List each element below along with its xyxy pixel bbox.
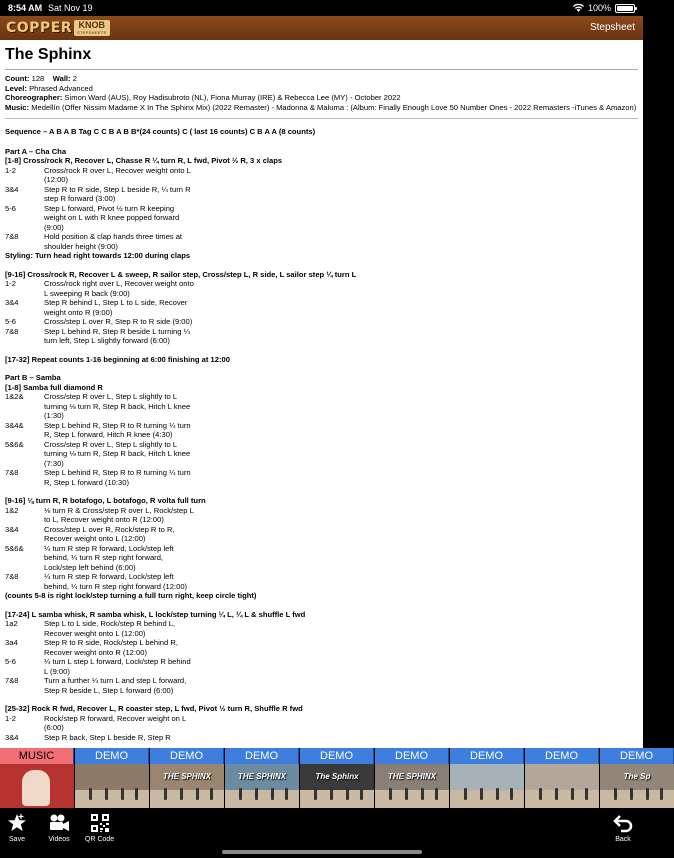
step-count: 5-6 xyxy=(5,657,16,666)
step-description: Step L behind R, Step R to R turning ¼ turn R, Step L forward (10:30) xyxy=(44,468,191,487)
save-button[interactable] xyxy=(6,812,28,843)
logo-knob xyxy=(74,20,109,36)
step-count: 7&8 xyxy=(5,326,19,336)
step-description: ¼ turn R step R forward, Lock/step left behind, ¼ turn R step right forward (12:00) xyxy=(44,572,188,591)
qr-code-button[interactable] xyxy=(85,812,114,843)
dancer-figure xyxy=(585,788,588,800)
step-row xyxy=(5,714,638,733)
home-indicator xyxy=(222,850,422,854)
dancer-figure xyxy=(121,788,124,800)
step-description: Turn a further ¼ turn L and step L forward, Step R beside L, Step L forward (6:00) xyxy=(44,676,187,695)
dancer-figure xyxy=(614,788,617,800)
step-description: Step L to L side, Rock/step R behind L, Recover weight onto L (12:00) xyxy=(44,619,176,638)
divider xyxy=(5,69,638,70)
dancer-figure xyxy=(646,788,649,800)
dancer-figure xyxy=(555,788,558,800)
dancer-figure xyxy=(360,788,363,800)
music-line xyxy=(5,103,638,113)
music-thumbnail[interactable] xyxy=(0,748,74,808)
dancer-figure xyxy=(164,788,167,800)
step-count: 1-2 xyxy=(5,279,16,288)
step-count: 3&4& xyxy=(5,420,24,430)
dancer-figure xyxy=(510,788,513,800)
step-count: 5&6& xyxy=(5,439,24,449)
dancer-figure xyxy=(660,788,663,800)
demo-video-thumbnail[interactable] xyxy=(375,748,449,808)
dancer-figure xyxy=(539,788,542,800)
thumbnail-label: DEMO xyxy=(525,748,599,764)
section-heading: (counts 5-8 is right lock/step turning a full turn right, keep circle tight) xyxy=(5,591,257,600)
logo-knob-text: KNOB xyxy=(78,20,106,30)
dancer-figure xyxy=(480,788,483,800)
step-description: Cross/step R over L, Step L slightly to L turning ⅛ turn R, Step R back, Hitch L knee (1:30) xyxy=(44,392,191,420)
step-count: 3a4 xyxy=(5,638,18,647)
step-row xyxy=(5,185,638,204)
step-count: 3&4 xyxy=(5,524,19,534)
step-row xyxy=(5,421,638,440)
section-heading: Part A – Cha Cha xyxy=(5,146,67,156)
step-description: Step L behind R, Step R beside L turning ¼ turn left, Step L slightly forward (6:00) xyxy=(44,326,190,345)
videos-label: Videos xyxy=(48,836,70,843)
step-row xyxy=(5,392,638,421)
step-description: ⅛ turn R & Cross/step R over L, Rock/step L to L, Recover weight onto R (12:00) xyxy=(44,505,194,524)
step-section xyxy=(5,496,638,601)
step-section xyxy=(5,147,638,261)
qr-code-label: QR Code xyxy=(85,836,115,843)
video-preview-image xyxy=(75,764,149,808)
step-count: 7&8 xyxy=(5,676,19,685)
count-label: Count: xyxy=(5,74,30,83)
thumbnail-label: MUSIC xyxy=(0,748,74,764)
step-description: Rock/step R forward, Recover weight on L (6:00) xyxy=(44,713,186,732)
step-row xyxy=(5,506,638,525)
step-description: Step R behind L, Step L to L side, Recover weight onto R (9:00) xyxy=(44,298,188,317)
copperknob-logo[interactable] xyxy=(6,18,110,38)
section-heading: [9-16] Cross/rock R, Recover L & sweep, R sailor step, Cross/step L, R side, L sailor step ¼ turn L xyxy=(5,269,357,279)
music-value: Medellín (Offer Nissim Madame X In The Sphinx Mix) (2022 Remaster) - Madonna & Maluma : (Album: Finally Enough Love 50 Number Ones - 2022 Remasters -iTunes & Amazon) xyxy=(31,102,637,112)
album-art-figure xyxy=(22,770,50,806)
step-description: Step L forward, Pivot ½ turn R keeping weight on L with R knee popped forward (9:00) xyxy=(44,203,180,232)
choreographer-line xyxy=(5,93,638,103)
dancer-figure xyxy=(496,788,499,800)
thumbnail-label: DEMO xyxy=(150,748,224,764)
media-strip[interactable] xyxy=(0,748,653,808)
step-row xyxy=(5,440,638,469)
thumbnail-label: DEMO xyxy=(375,748,449,764)
save-label: Save xyxy=(9,836,25,843)
step-description: Cross/step L over R, Rock/step R to R, Recover weight onto L (12:00) xyxy=(44,524,175,543)
step-count: 5&6& xyxy=(5,543,24,553)
step-description: Cross/step R over L, Step L slightly to L turning ⅛ turn R, Step R back, Hitch L knee (7:30) xyxy=(44,439,191,468)
back-arrow-icon xyxy=(612,812,634,834)
status-time: 8:54 AM xyxy=(8,3,43,13)
qr-code-icon xyxy=(89,812,111,834)
step-row xyxy=(5,166,638,185)
music-label: Music: xyxy=(5,102,30,112)
step-section xyxy=(5,373,638,487)
dancer-figure xyxy=(389,788,392,800)
step-row xyxy=(5,572,638,591)
section-heading: [1-8] Samba full diamond R xyxy=(5,382,103,392)
step-count: 7&8 xyxy=(5,468,19,477)
step-row xyxy=(5,468,638,487)
step-row xyxy=(5,232,638,251)
step-description: ¼ turn L step L forward, Lock/step R behind L (9:00) xyxy=(44,657,191,676)
video-preview-image xyxy=(150,764,224,808)
video-preview-image xyxy=(225,764,299,808)
battery-icon xyxy=(615,4,635,13)
step-section xyxy=(5,704,638,742)
wifi-icon xyxy=(573,4,584,12)
battery-percent: 100% xyxy=(587,3,611,13)
step-row xyxy=(5,279,638,298)
level-line xyxy=(5,84,638,94)
star-icon xyxy=(6,812,28,834)
step-count: 5-6 xyxy=(5,317,16,326)
thumbnail-label: DEMO xyxy=(300,748,374,764)
dancer-figure xyxy=(435,788,438,800)
step-row xyxy=(5,317,638,327)
demo-video-thumbnail[interactable] xyxy=(150,748,224,808)
step-description: Cross/rock R over L, Recover weight onto L (12:00) xyxy=(44,165,191,184)
section-heading: [17-32] Repeat counts 1-16 beginning at 6:00 finishing at 12:00 xyxy=(5,354,230,364)
step-row xyxy=(5,204,638,233)
step-row xyxy=(5,327,638,346)
sequence-line: Sequence – A B A B Tag C C B A B B*(24 counts) C ( last 16 counts) C B A A (8 counts) xyxy=(5,127,316,136)
dancer-figure xyxy=(630,788,633,800)
dancer-figure xyxy=(271,788,274,800)
step-row xyxy=(5,733,638,743)
wall-label: Wall: xyxy=(52,74,71,83)
step-section xyxy=(5,355,638,365)
dancer-figure xyxy=(255,788,258,800)
step-row xyxy=(5,657,638,676)
level-value: Phrased Advanced xyxy=(29,83,93,93)
step-description: Step R to R side, Step L beside R, ¼ turn R step R forward (3:00) xyxy=(44,184,191,203)
demo-video-thumbnail[interactable] xyxy=(600,748,674,808)
step-count: 1&2& xyxy=(5,392,24,401)
step-description: Step R back, Step L beside R, Step R xyxy=(44,732,171,742)
dancer-figure xyxy=(346,788,349,800)
step-count: 1&2 xyxy=(5,505,19,515)
dancer-figure xyxy=(421,788,424,800)
step-row xyxy=(5,298,638,317)
logo-text: COPPER xyxy=(6,20,73,36)
step-row xyxy=(5,544,638,573)
step-row xyxy=(5,619,638,638)
thumbnail-label: DEMO xyxy=(600,748,674,764)
dancer-figure xyxy=(314,788,317,800)
divider xyxy=(5,118,638,119)
dancer-figure xyxy=(196,788,199,800)
demo-video-thumbnail[interactable] xyxy=(450,748,524,808)
video-preview-image xyxy=(600,764,674,808)
dancer-figure xyxy=(105,788,108,800)
video-preview-image xyxy=(375,764,449,808)
step-description: Step L behind R, Step R to R turning ¼ turn R, Step L forward, Hitch R knee (4:30) xyxy=(44,420,191,439)
dancer-figure xyxy=(210,788,213,800)
sheet-meta xyxy=(5,74,638,112)
thumbnail-caption: The Sp xyxy=(623,772,651,781)
back-button[interactable] xyxy=(612,812,634,843)
step-count: 1-2 xyxy=(5,165,16,175)
step-count: 7&8 xyxy=(5,232,19,241)
thumbnail-caption: THE SPHINX xyxy=(237,772,286,781)
dancer-figure xyxy=(180,788,183,800)
thumbnail-caption: THE SPHINX xyxy=(162,772,211,781)
step-description: Hold position & clap hands three times at shoulder height (9:00) xyxy=(44,232,183,251)
step-section xyxy=(5,270,638,346)
step-section xyxy=(5,610,638,696)
step-description: Step R to R side, Rock/step L behind R, Recover weight onto R (12:00) xyxy=(44,638,178,657)
section-heading: Styling: Turn head right towards 12:00 during claps xyxy=(5,251,191,260)
status-date: Sat Nov 19 xyxy=(48,3,93,13)
step-sections xyxy=(5,147,638,743)
section-heading: [25-32] Rock R fwd, Recover L, R coaster step, L fwd, Pivot ½ turn R, Shuffle R fwd xyxy=(5,704,303,713)
video-preview-image xyxy=(300,764,374,808)
step-description: ¼ turn R step R forward, Lock/step left behind, ¼ turn R step right forward, Lock/step left behind (6:00) xyxy=(44,543,174,572)
step-count: 7&8 xyxy=(5,572,19,581)
choreographer-label: Choreographer: xyxy=(5,93,63,102)
dancer-figure xyxy=(239,788,242,800)
dancer-figure xyxy=(571,788,574,800)
logo-sub-text: STEPSHEETS xyxy=(77,30,107,35)
section-heading: [1-8] Cross/rock R, Recover L, Chasse R ¼ turn R, L fwd, Pivot ½ R, 3 x claps xyxy=(5,156,283,165)
film-camera-icon xyxy=(48,812,70,834)
album-art-image xyxy=(0,764,74,808)
nav-bar xyxy=(0,16,643,40)
step-count: 3&4 xyxy=(5,298,19,307)
demo-video-thumbnail[interactable] xyxy=(75,748,149,808)
demo-video-thumbnail[interactable] xyxy=(525,748,599,808)
section-heading: Part B – Samba xyxy=(5,373,61,382)
count-wall-line xyxy=(5,74,638,84)
step-row xyxy=(5,638,638,657)
step-count: 3&4 xyxy=(5,732,19,742)
step-description: Cross/step L over R, Step R to R side (9:00) xyxy=(44,317,193,326)
dancer-figure xyxy=(405,788,408,800)
stepsheet-button[interactable]: Stepsheet xyxy=(589,22,635,33)
step-row xyxy=(5,676,638,695)
step-description: Cross/rock right over L, Recover weight onto L sweeping R back (9:00) xyxy=(44,279,194,298)
status-right xyxy=(573,3,635,13)
step-count: 1-2 xyxy=(5,713,16,723)
demo-video-thumbnail[interactable] xyxy=(300,748,374,808)
thumbnail-caption: THE SPHINX xyxy=(387,772,436,781)
step-count: 5-6 xyxy=(5,203,16,213)
dancer-figure xyxy=(285,788,288,800)
section-heading: [17-24] L samba whisk, R samba whisk, L lock/step turning ¼ L, ¼ L & shuffle L fwd xyxy=(5,609,306,619)
step-count: 3&4 xyxy=(5,184,19,194)
dancer-figure xyxy=(135,788,138,800)
thumbnail-label: DEMO xyxy=(225,748,299,764)
video-preview-image xyxy=(450,764,524,808)
level-label: Level: xyxy=(5,83,27,93)
demo-video-thumbnail[interactable] xyxy=(225,748,299,808)
wall-value: 2 xyxy=(72,74,77,83)
thumbnail-label: DEMO xyxy=(450,748,524,764)
videos-button[interactable] xyxy=(48,812,70,843)
step-count: 1a2 xyxy=(5,619,18,628)
dancer-figure xyxy=(330,788,333,800)
stepsheet-content[interactable] xyxy=(0,40,643,748)
page-title: The Sphinx xyxy=(5,46,92,63)
thumbnail-label: DEMO xyxy=(75,748,149,764)
count-value: 128 xyxy=(31,74,45,83)
section-heading: [9-16] ⅛ turn R, R botafogo, L botafogo, R volta full turn xyxy=(5,496,206,505)
dancer-figure xyxy=(464,788,467,800)
dancer-figure xyxy=(89,788,92,800)
choreographer-value: Simon Ward (AUS), Roy Hadisubroto (NL), Fiona Murray (IRE) & Rebecca Lee (MY) - October 2022 xyxy=(64,93,401,102)
status-bar xyxy=(0,0,643,16)
step-row xyxy=(5,525,638,544)
video-preview-image xyxy=(525,764,599,808)
thumbnail-caption: The Sphinx xyxy=(315,772,359,781)
back-label: Back xyxy=(615,836,631,843)
